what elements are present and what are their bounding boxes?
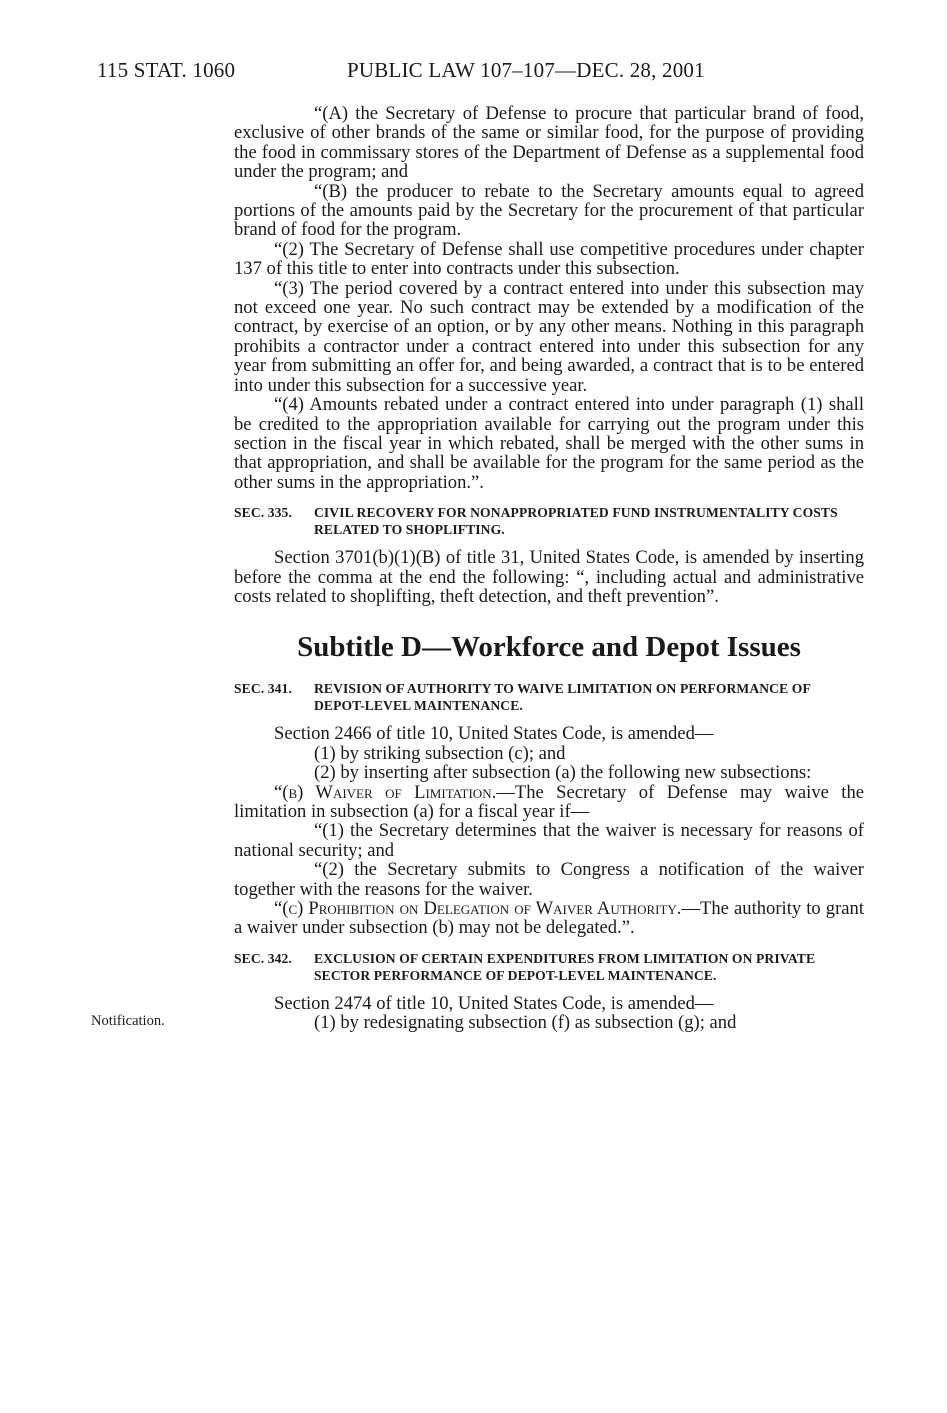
subsection-b (234, 783, 864, 822)
subsection-c-heading: “(c) Prohibition on Delegation of Waiver Authority. (274, 898, 682, 919)
section-342-item-1: (1) by redesignating subsection (f) as subsection (g); and (314, 1012, 737, 1034)
public-law-citation: PUBLIC LAW 107–107—DEC. 28, 2001 (347, 58, 705, 82)
section-title: EXCLUSION OF CERTAIN EXPENDITURES FROM LIMITATION ON PRIVATE SECTOR PERFORMANCE OF DEPOT-LEVEL MAINTENANCE. (314, 950, 816, 983)
subsection-c (234, 899, 864, 938)
paragraph-4: “(4) Amounts rebated under a contract entered into under paragraph (1) shall be credited to the appropriation available for carrying out the program under this section in the fiscal year in which rebated, shall be merged with the other sums in that appropriation, and shall be available for the program for the same period as the other sums in the appropriation.”. (234, 394, 864, 493)
section-335-heading (234, 504, 864, 538)
section-341-item-1: (1) by striking subsection (c); and (314, 742, 566, 764)
statute-page-number: 115 STAT. 1060 (97, 58, 236, 82)
subsection-b-1: “(1) the Secretary determines that the waiver is necessary for reasons of national security; and (234, 820, 864, 861)
section-title: CIVIL RECOVERY FOR NONAPPROPRIATED FUND INSTRUMENTALITY COSTS RELATED TO SHOPLIFTING. (314, 505, 838, 538)
subtitle-heading: Subtitle D—Workforce and Depot Issues (297, 631, 801, 664)
section-342-intro: Section 2474 of title 10, United States Code, is amended— (274, 992, 714, 1014)
section-number: SEC. 341. (234, 681, 292, 697)
section-number: SEC. 335. (234, 505, 292, 521)
marginal-note: Notification. (91, 1013, 165, 1029)
subsection-b-2: “(2) the Secretary submits to Congress a notification of the waiver together with the reasons for the waiver. (234, 859, 864, 900)
section-335-text: Section 3701(b)(1)(B) of title 31, United States Code, is amended by inserting before the comma at the end the following: “, including actual and administrative costs related to shoplifting, theft detection, and theft prevention”. (234, 547, 864, 607)
section-341-intro: Section 2466 of title 10, United States Code, is amended— (274, 723, 714, 745)
subsection-c-text: —The authority to grant a waiver under subsection (b) may not be delegated.”. (234, 898, 864, 939)
section-341-heading (234, 680, 864, 714)
section-341-item-2: (2) by inserting after subsection (a) the following new subsections: (314, 762, 812, 784)
document-body (234, 104, 864, 1033)
paragraph-3: “(3) The period covered by a contract entered into under this subsection may not exceed one year. No such contract may be extended by a modification of the contract, by exercise of an option, or by any other means. Nothing in this paragraph prohibits a contractor under a contract entered into under this subsection for any year from submitting an offer for, and being awarded, a contract that is to be entered into under this subsection for a successive year. (234, 277, 864, 396)
paragraph-b: “(B) the producer to rebate to the Secretary amounts equal to agreed portions of the amounts paid by the Secretary for the procurement of that particular brand of food for the program. (234, 180, 864, 241)
subsection-b-heading: “(b) Waiver of Limitation. (274, 781, 497, 803)
section-number: SEC. 342. (234, 950, 292, 966)
paragraph-a: “(A) the Secretary of Defense to procure that particular brand of food, exclusive of other brands of the same or similar food, for the purpose of providing the food in commissary stores of the Department of Defense as a supplemental food under the program; and (234, 103, 864, 183)
subsection-b-text: —The Secretary of Defense may waive the limitation in subsection (a) for a fiscal year if— (234, 781, 864, 822)
paragraph-2: “(2) The Secretary of Defense shall use competitive procedures under chapter 137 of this title to enter into contracts under this subsection. (234, 238, 864, 280)
section-342-heading (234, 950, 864, 984)
section-title: REVISION OF AUTHORITY TO WAIVE LIMITATION ON PERFORMANCE OF DEPOT-LEVEL MAINTENANCE. (314, 681, 811, 714)
